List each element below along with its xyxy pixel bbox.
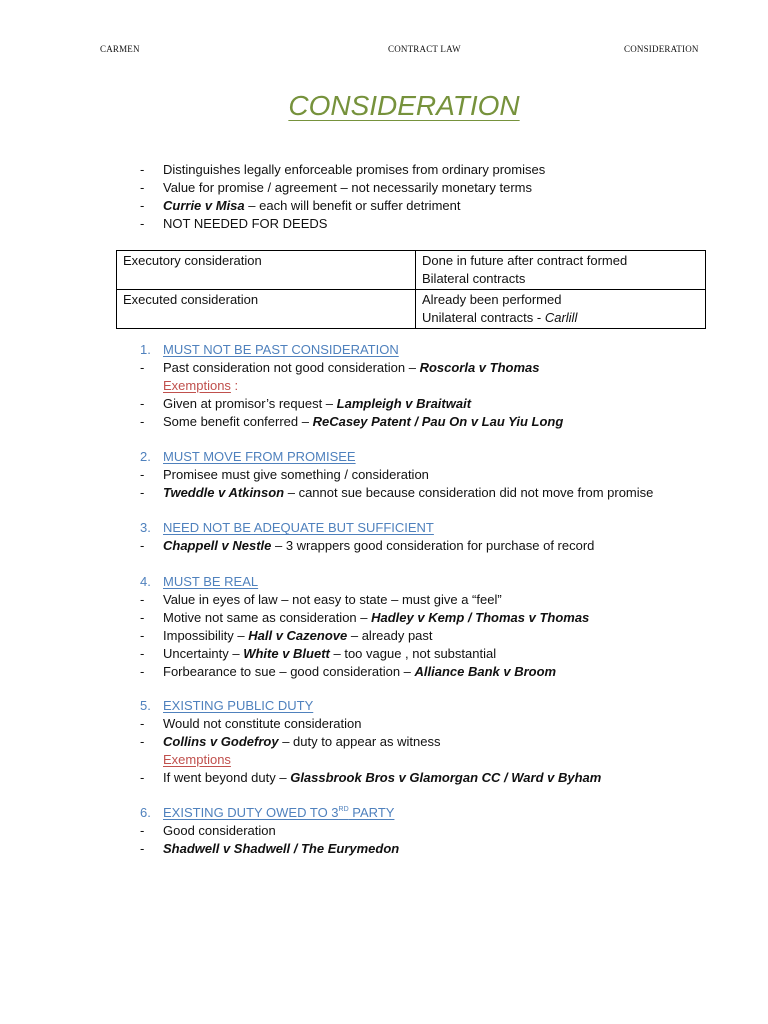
item-text: – cannot sue because consideration did not move from promise xyxy=(284,485,654,500)
list-item xyxy=(140,822,740,840)
item-text: – each will benefit or suffer detriment xyxy=(244,198,461,213)
title-part: EXISTING DUTY OWED TO 3 xyxy=(163,805,339,820)
item-text: Distinguishes legally enforceable promises from ordinary promises xyxy=(163,162,546,177)
case-name: Tweddle v Atkinson xyxy=(163,485,285,500)
section-title: MUST MOVE FROM PROMISEE xyxy=(163,449,356,464)
list-item xyxy=(140,840,740,858)
item-text: – duty to appear as witness xyxy=(278,734,441,749)
section-number: 3. xyxy=(140,520,151,535)
list-item xyxy=(140,413,740,431)
item-text: Uncertainty – xyxy=(163,646,244,661)
bullet-dash: - xyxy=(140,628,145,643)
item-text: Would not constitute consideration xyxy=(163,716,362,731)
bullet-dash: - xyxy=(140,216,145,231)
list-item xyxy=(140,197,740,215)
list-item xyxy=(140,663,740,681)
item-text: Value in eyes of law – not easy to state – must give a “feel” xyxy=(163,592,502,607)
section-heading xyxy=(140,448,740,466)
bullet-dash: - xyxy=(140,716,145,731)
item-text: Motive not same as consideration – xyxy=(163,610,372,625)
list-item xyxy=(140,627,740,645)
section-heading xyxy=(140,697,740,715)
table-row xyxy=(117,251,706,290)
header-author: CARMEN xyxy=(100,44,140,54)
bullet-dash: - xyxy=(140,592,145,607)
list-item xyxy=(140,591,740,609)
list-item xyxy=(140,359,740,377)
section-number: 1. xyxy=(140,342,151,357)
bullet-dash: - xyxy=(140,664,145,679)
item-text: Good consideration xyxy=(163,823,276,838)
cell-line: Done in future after contract formed xyxy=(422,253,628,268)
table-row xyxy=(117,290,706,329)
exemptions-text: Exemptions xyxy=(163,378,231,393)
consideration-types-table xyxy=(116,250,706,329)
section-public-duty xyxy=(140,697,740,787)
section-number: 2. xyxy=(140,449,151,464)
item-text: Value for promise / agreement – not necessarily monetary terms xyxy=(163,180,532,195)
case-name: Hadley v Kemp / Thomas v Thomas xyxy=(371,610,590,625)
bullet-dash: - xyxy=(140,823,145,838)
case-name: Glassbrook Bros v Glamorgan CC / Ward v Byham xyxy=(290,770,602,785)
section-title: MUST NOT BE PAST CONSIDERATION xyxy=(163,342,399,357)
section-title: MUST BE REAL xyxy=(163,574,259,589)
cell-line: Already been performed xyxy=(422,292,562,307)
case-name: Collins v Godefroy xyxy=(163,734,279,749)
item-text: Given at promisor’s request – xyxy=(163,396,337,411)
item-text: If went beyond duty – xyxy=(163,770,291,785)
page-title: CONSIDERATION xyxy=(288,90,520,121)
list-item xyxy=(140,484,740,502)
list-item xyxy=(140,645,740,663)
section-heading xyxy=(140,519,740,537)
cell-text: Unilateral contracts - xyxy=(422,310,545,325)
list-item xyxy=(140,395,740,413)
header-topic: CONSIDERATION xyxy=(624,44,699,54)
table-cell xyxy=(416,290,706,329)
list-item xyxy=(140,715,740,733)
bullet-dash: - xyxy=(140,396,145,411)
item-text: Impossibility – xyxy=(163,628,249,643)
section-heading xyxy=(140,804,740,822)
title-part: PARTY xyxy=(348,805,395,820)
section-third-party-duty xyxy=(140,804,740,858)
item-text: Past consideration not good consideration – xyxy=(163,360,420,375)
bullet-dash: - xyxy=(140,770,145,785)
section-number: 6. xyxy=(140,805,151,820)
bullet-dash: - xyxy=(140,414,145,429)
list-item xyxy=(140,466,740,484)
list-item xyxy=(140,215,740,233)
item-text: Some benefit conferred – xyxy=(163,414,313,429)
header-subject: CONTRACT LAW xyxy=(388,44,461,54)
bullet-dash: - xyxy=(140,360,145,375)
table-cell xyxy=(416,251,706,290)
section-title: EXISTING PUBLIC DUTY xyxy=(163,698,314,713)
section-must-be-real xyxy=(140,573,740,681)
section-adequate-sufficient xyxy=(140,519,740,555)
list-item xyxy=(140,161,740,179)
table-cell: Executed consideration xyxy=(117,290,416,329)
case-name: Roscorla v Thomas xyxy=(419,360,540,375)
list-item xyxy=(140,733,740,751)
bullet-dash: - xyxy=(140,198,145,213)
bullet-dash: - xyxy=(140,646,145,661)
list-item xyxy=(140,769,740,787)
exemptions-text: Exemptions xyxy=(163,752,231,767)
item-text: – already past xyxy=(347,628,433,643)
exemptions-label xyxy=(140,377,740,395)
case-name: Currie v Misa xyxy=(163,198,245,213)
bullet-dash: - xyxy=(140,734,145,749)
table-cell: Executory consideration xyxy=(117,251,416,290)
bullet-dash: - xyxy=(140,180,145,195)
section-heading xyxy=(140,341,740,359)
section-move-from-promisee xyxy=(140,448,740,502)
case-name: Alliance Bank v Broom xyxy=(414,664,557,679)
case-name: Lampleigh v Braitwait xyxy=(336,396,472,411)
bullet-dash: - xyxy=(140,162,145,177)
cell-line xyxy=(422,270,699,288)
list-item xyxy=(140,537,740,555)
item-text: – 3 wrappers good consideration for purchase of record xyxy=(271,538,595,553)
item-text: NOT NEEDED FOR DEEDS xyxy=(163,216,328,231)
case-name: Shadwell v Shadwell / The Eurymedon xyxy=(163,841,400,856)
case-name: White v Bluett xyxy=(243,646,330,661)
list-item xyxy=(140,179,740,197)
case-name: ReCasey Patent / Pau On v Lau Yiu Long xyxy=(312,414,564,429)
cell-line xyxy=(422,309,699,327)
intro-list xyxy=(140,161,740,233)
title-superscript: RD xyxy=(338,806,349,813)
case-name: Chappell v Nestle xyxy=(163,538,272,553)
section-number: 5. xyxy=(140,698,151,713)
section-title xyxy=(163,804,394,822)
item-text: – too vague , not substantial xyxy=(329,646,497,661)
case-name: Hall v Cazenove xyxy=(248,628,348,643)
item-text: Promisee must give something / consideration xyxy=(163,467,429,482)
case-name: Carlill xyxy=(544,310,578,325)
bullet-dash: - xyxy=(140,467,145,482)
exemptions-label xyxy=(140,751,740,769)
section-title: NEED NOT BE ADEQUATE BUT SUFFICIENT xyxy=(163,520,434,535)
bullet-dash: - xyxy=(140,610,145,625)
bullet-dash: - xyxy=(140,841,145,856)
exemptions-colon: : xyxy=(230,378,239,393)
bullet-dash: - xyxy=(140,485,145,500)
bullet-dash: - xyxy=(140,538,145,553)
section-past-consideration xyxy=(140,341,740,431)
section-heading xyxy=(140,573,740,591)
item-text: Forbearance to sue – good consideration – xyxy=(163,664,415,679)
cell-text: Bilateral contracts xyxy=(422,271,526,286)
list-item xyxy=(140,609,740,627)
section-number: 4. xyxy=(140,574,151,589)
